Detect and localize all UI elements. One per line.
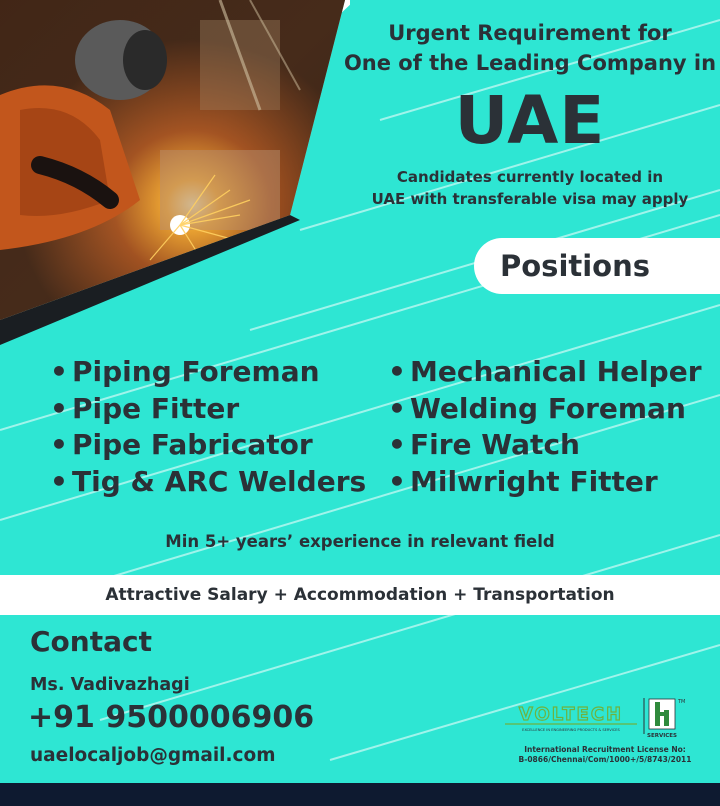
- bullet-icon: •: [50, 391, 68, 425]
- position-item: • Pipe Fitter: [50, 391, 366, 428]
- bullet-icon: •: [50, 428, 68, 461]
- bullet-icon: •: [50, 464, 68, 498]
- contact-email[interactable]: uaelocaljob@gmail.com: [30, 745, 276, 766]
- footer-bar: [0, 783, 720, 806]
- position-item: • Tig & ARC Welders: [50, 464, 366, 501]
- header-line-1: Urgent Requirement for: [388, 21, 672, 45]
- logo-tagline: EXCELLENCE IN ENGINEERING PRODUCTS & SERVICES: [522, 728, 620, 732]
- positions-heading: Positions: [500, 249, 651, 283]
- position-item: • Welding Foreman: [388, 391, 702, 428]
- welder-photo: [0, 0, 350, 360]
- bullet-icon: •: [388, 464, 406, 498]
- contact-phone[interactable]: +91 9500006906: [28, 700, 315, 735]
- bullet-icon: •: [388, 391, 406, 425]
- bullet-icon: •: [388, 428, 406, 461]
- header: [340, 18, 720, 210]
- country-title: UAE: [454, 82, 606, 159]
- position-item: • Mechanical Helper: [388, 354, 702, 391]
- bullet-icon: •: [50, 355, 68, 388]
- logo-side-text: SERVICES: [646, 733, 678, 739]
- position-item: • Milwright Fitter: [388, 464, 702, 501]
- eligibility-note-2: UAE with transferable visa may apply: [371, 190, 689, 208]
- trademark-mark: TM: [678, 699, 686, 705]
- contact-heading: Contact: [30, 625, 152, 658]
- bullet-icon: •: [388, 355, 406, 388]
- eligibility-note-1: Candidates currently located in: [396, 168, 664, 186]
- license-number: B-0866/Chennai/Com/1000+/5/8743/2011: [518, 755, 692, 764]
- position-item: • Pipe Fabricator: [50, 427, 366, 464]
- experience-requirement: Min 5+ years’ experience in relevant field: [165, 532, 555, 551]
- benefits-text: Attractive Salary + Accommodation + Transportation: [105, 585, 615, 605]
- positions-list-left: [50, 354, 366, 500]
- license-title: International Recruitment License No:: [524, 745, 686, 754]
- positions-list-right: [388, 354, 702, 500]
- voltech-logo: [505, 696, 695, 742]
- logo-brand: VOLTECH: [518, 704, 624, 725]
- contact-name: Ms. Vadivazhagi: [30, 675, 190, 695]
- position-item: • Fire Watch: [388, 427, 702, 464]
- header-line-2: One of the Leading Company in: [343, 51, 717, 75]
- position-item: • Piping Foreman: [50, 354, 366, 391]
